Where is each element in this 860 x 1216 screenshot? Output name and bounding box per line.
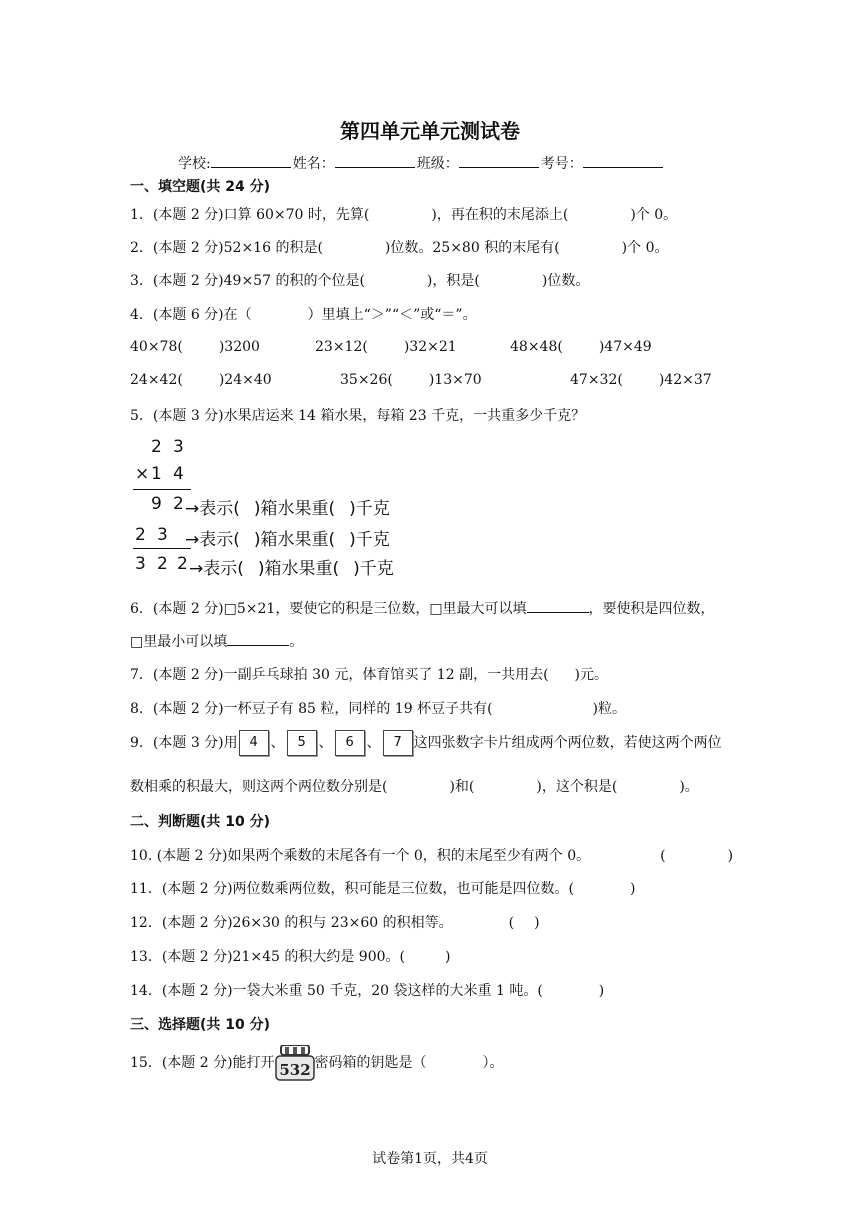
question-13: 13．(本题 2 分)21×45 的积大约是 900。( ) bbox=[130, 949, 451, 965]
section-heading-fill-in: 一、填空题(共 24 分) bbox=[130, 179, 271, 195]
question-15: 15．(本题 2 分)能打开 532 密码箱的钥匙是（ ）。 bbox=[130, 1045, 504, 1081]
digit: 2 bbox=[135, 525, 146, 545]
student-info-line bbox=[178, 153, 665, 173]
explanation-row: →表示( )箱水果重( )千克 bbox=[185, 499, 390, 519]
section-heading-multiple-choice: 三、选择题(共 10 分) bbox=[130, 1017, 271, 1033]
exam-no-label: 考号： bbox=[540, 156, 583, 172]
lock-icon bbox=[275, 1045, 315, 1081]
compare-item: 47×32( )42×37 bbox=[570, 372, 712, 388]
digit: 2 bbox=[157, 554, 168, 574]
compare-item: 23×12( )32×21 bbox=[315, 339, 457, 355]
rule-line bbox=[133, 548, 191, 549]
question-10: 10. (本题 2 分)如果两个乘数的末尾各有一个 0，积的末尾至少有两个 0。 ( ) bbox=[130, 848, 734, 864]
question-11: 11．(本题 2 分)两位数乘两位数，积可能是三位数，也可能是四位数。( ) bbox=[130, 881, 636, 897]
compare-item: 24×42( )24×40 bbox=[130, 372, 272, 388]
number-card: 6 bbox=[335, 730, 365, 756]
name-blank bbox=[335, 155, 415, 168]
digit: 3 bbox=[173, 437, 184, 457]
number-card: 7 bbox=[383, 730, 413, 756]
question-8: 8．(本题 2 分)一杯豆子有 85 粒，同样的 19 杯豆子共有( )粒。 bbox=[130, 701, 626, 717]
exam-no-blank bbox=[583, 155, 663, 168]
answer-blank bbox=[527, 600, 589, 613]
rule-line bbox=[133, 489, 191, 490]
digit: 2 bbox=[173, 494, 184, 514]
compare-item: 40×78( )3200 bbox=[130, 339, 260, 355]
number-card: 4 bbox=[239, 730, 269, 756]
school-blank bbox=[211, 155, 291, 168]
number-card: 5 bbox=[287, 730, 317, 756]
times-sign: × bbox=[135, 464, 150, 484]
name-label: 姓名： bbox=[292, 156, 335, 172]
digit: 2 bbox=[151, 437, 162, 457]
section-heading-true-false: 二、判断题(共 10 分) bbox=[130, 814, 271, 830]
question-6: 6．(本题 2 分)□5×21，要使它的积是三位数，□里最大可以填 ，要使积是四位数， bbox=[130, 601, 715, 617]
question-6-line-2: □里最小可以填 。 bbox=[130, 634, 304, 650]
question-12: 12．(本题 2 分)26×30 的积与 23×60 的积相等。 ( ) bbox=[130, 915, 540, 931]
digit: 3 bbox=[135, 554, 146, 574]
question-9: 9．(本题 3 分)用 4 、 5 、 6 、 7 这四张数字卡片组成两个两位数，若使这两个两位 bbox=[130, 730, 722, 756]
digit: 9 bbox=[151, 494, 162, 514]
class-blank bbox=[459, 155, 539, 168]
digit: 3 bbox=[157, 525, 168, 545]
question-7: 7．(本题 2 分)一副乒乓球拍 30 元，体育馆买了 12 副，一共用去( )元。 bbox=[130, 667, 608, 683]
combination-lock-icon bbox=[275, 1045, 315, 1081]
question-3: 3．(本题 2 分)49×57 的积的个位是( )，积是( )位数。 bbox=[130, 273, 590, 289]
digit: 2 bbox=[177, 554, 188, 574]
answer-blank bbox=[227, 633, 289, 646]
page-footer: 试卷第1页，共4页 bbox=[372, 1151, 488, 1167]
question-4: 4．(本题 6 分)在（ ）里填上“＞”“＜”或“＝”。 bbox=[130, 307, 477, 323]
question-9-line-2: 数相乘的积最大，则这两个两位数分别是( )和( )，这个积是( )。 bbox=[130, 779, 699, 795]
digit: 1 bbox=[151, 464, 162, 484]
class-label: 班级： bbox=[416, 156, 459, 172]
page-title: 第四单元单元测试卷 bbox=[340, 119, 520, 143]
lock-code: 532 bbox=[278, 1061, 311, 1079]
compare-item: 35×26( )13×70 bbox=[340, 372, 482, 388]
vertical-multiplication bbox=[133, 437, 423, 582]
question-14: 14．(本题 2 分)一袋大米重 50 千克，20 袋这样的大米重 1 吨。( ) bbox=[130, 983, 605, 999]
explanation-row: →表示( )箱水果重( )千克 bbox=[185, 530, 390, 550]
digit: 4 bbox=[173, 464, 184, 484]
question-2: 2．(本题 2 分)52×16 的积是( )位数。25×80 积的末尾有( )个 0。 bbox=[130, 240, 669, 256]
school-label: 学校: bbox=[178, 156, 211, 172]
question-5: 5．(本题 3 分)水果店运来 14 箱水果，每箱 23 千克，一共重多少千克？ bbox=[130, 408, 586, 424]
question-1: 1．(本题 2 分)口算 60×70 时，先算( )，再在积的末尾添上( )个 0。 bbox=[130, 207, 678, 223]
compare-item: 48×48( )47×49 bbox=[510, 339, 652, 355]
explanation-row: →表示( )箱水果重( )千克 bbox=[189, 559, 394, 579]
